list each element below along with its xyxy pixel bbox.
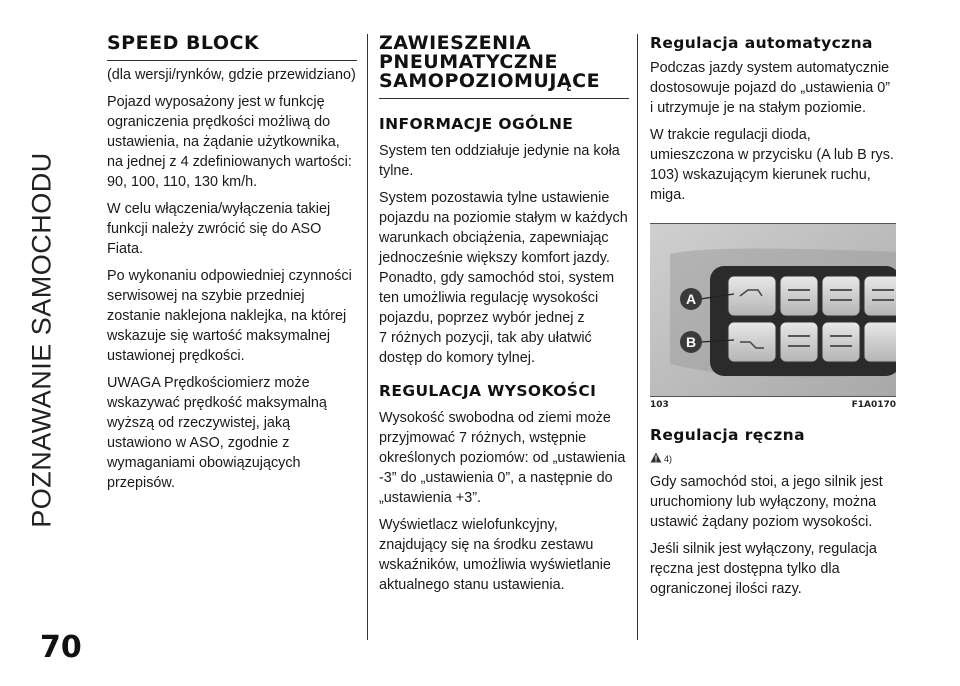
chapter-sidebar (0, 0, 80, 686)
paragraph: W trakcie regulacji dioda, umieszczona w przycisku (A lub B rys. 103) wskazującym kierunek ruchu, miga. (650, 127, 894, 203)
paragraph: Podczas jazdy system automatycznie dostosowuje pojazd do „ustawienia 0” i utrzymuje je na stałym poziomie. (650, 60, 890, 116)
paragraph: Pojazd wyposażony jest w funkcję ograniczenia prędkości możliwą do ustawienia, na żądanie użytkownika, na jednej z 4 zdefiniowanych wartości: 90, 100, 110, 130 km/h. (107, 94, 352, 190)
column-divider (367, 34, 368, 640)
figure-code: F1A0170 (851, 400, 896, 410)
paragraph: Po wykonaniu odpowiedniej czynności serwisowej na szybie przedniej zostanie naklejona naklejka, na której wskazuje się wartość maksymalnej ustawionej prędkości. (107, 268, 352, 364)
section-title-speed-block: SPEED BLOCK (107, 32, 260, 54)
figure-number: 103 (650, 400, 669, 410)
figure-image (650, 223, 896, 397)
column-suspension (379, 34, 629, 602)
lower-button-row (728, 322, 896, 362)
paragraph: Wyświetlacz wielofunkcyjny, znajdujący się na środku zestawu wskaźników, umożliwia wyświetlanie aktualnego stanu ustawienia. (379, 517, 611, 593)
figure-caption (650, 400, 896, 410)
marker-a-label: A (685, 291, 697, 307)
paragraph: System ten oddziałuje jedynie na koła tylne. (379, 143, 620, 179)
subsection-title-general: INFORMACJE OGÓLNE (379, 115, 574, 133)
paragraph: W celu włączenia/wyłączenia takiej funkcji należy zwrócić się do ASO Fiata. (107, 201, 331, 257)
chapter-title: POZNAWANIE SAMOCHODU (26, 152, 57, 528)
paragraph: Gdy samochód stoi, a jego silnik jest uruchomiony lub wyłączony, można ustawić żądany poziom wysokości. (650, 474, 883, 531)
switch-panel-illustration (650, 224, 896, 396)
figure-103 (650, 223, 896, 410)
paragraph: Wysokość swobodna od ziemi może przyjmować 7 różnych, wstępnie określonych poziomów: od „ustawienia -3” do „ustawienia 0”, a następnie do „ustawienia +3”. (379, 410, 626, 506)
section-subtitle: (dla wersji/rynków, gdzie przewidziano) (107, 67, 356, 83)
paragraph: UWAGA Prędkościomierz może wskazywać prędkość maksymalną wyższą od rzeczywistej, jaką ustawiono w ASO, zgodnie z wymaganiami obowiązujących przepisów. (107, 375, 327, 491)
warning-icon (650, 450, 662, 468)
subsection-title-height: REGULACJA WYSOKOŚCI (379, 382, 597, 400)
column-divider (637, 34, 638, 640)
title-rule (107, 60, 357, 61)
warning-reference (650, 450, 896, 468)
paragraph: Jeśli silnik jest wyłączony, regulacja ręczna jest dostępna tylko dla ograniczonej ilości razy. (650, 541, 877, 598)
page-number: 70 (40, 630, 82, 665)
column-speed-block (107, 34, 357, 500)
subsection-title-manual: Regulacja ręczna (650, 426, 805, 444)
column-regulation (650, 34, 896, 606)
subsection-title-automatic: Regulacja automatyczna (650, 34, 873, 52)
warning-ref-number: 4) (664, 454, 673, 464)
upper-button-row (728, 276, 896, 316)
title-rule (379, 98, 629, 99)
paragraph: System pozostawia tylne ustawienie pojazdu na poziomie stałym w każdych warunkach obciążenia, zapewniając jednocześnie większy komfort jazdy. Ponadto, gdy samochód stoi, system ten umożliwia regulację wysokości pojazdu, poprzez wybór jednej z 7 różnych pozycji, tak aby ułatwić dostęp do komory tylnej. (379, 190, 628, 366)
marker-b-label: B (685, 334, 697, 350)
section-title-suspension: ZAWIESZENIA PNEUMATYCZNE SAMOPOZIOMUJĄCE (379, 32, 601, 92)
